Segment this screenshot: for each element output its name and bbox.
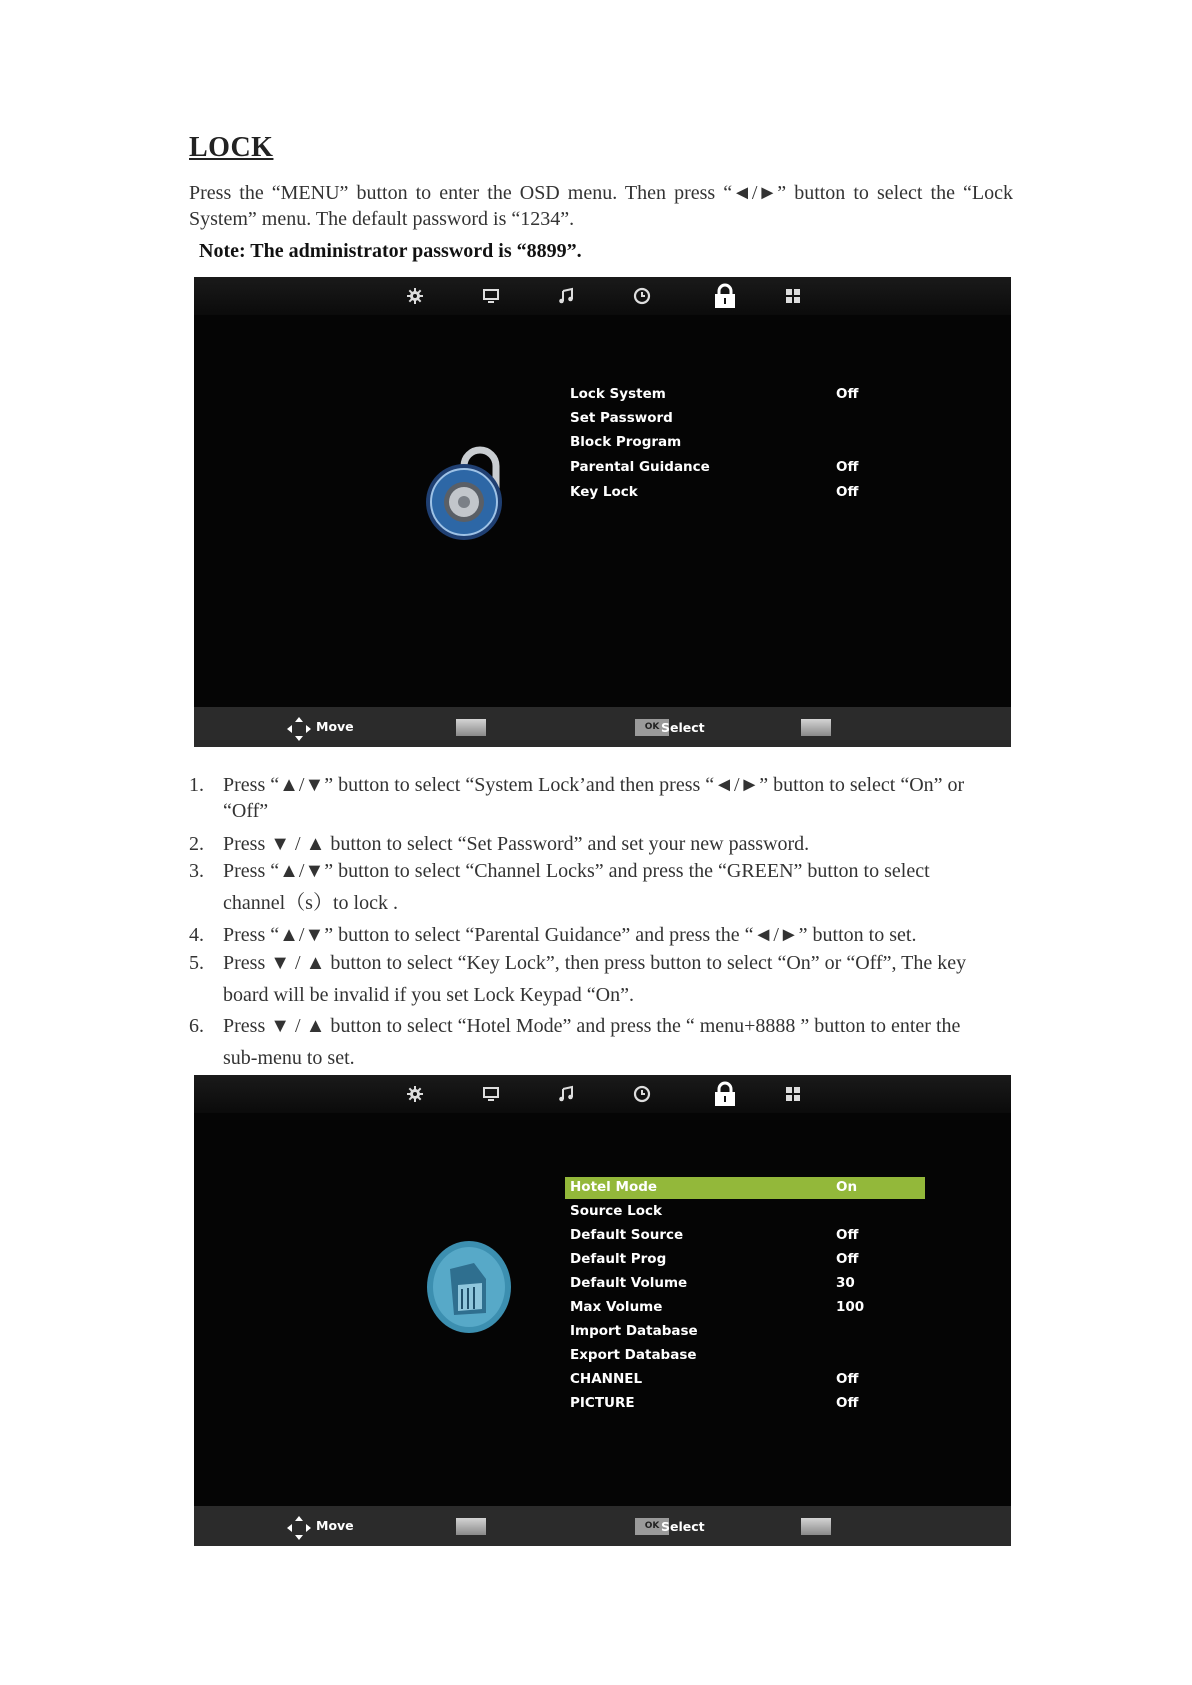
move-label: Move <box>316 719 354 734</box>
menu-row-label: Hotel Mode <box>570 1179 658 1195</box>
menu-row-value: Off <box>836 386 859 402</box>
menu-row-value: Off <box>836 459 859 475</box>
step-text: Press “▲/▼” button to select “System Lock’and then press “◄/►” button to select “On” or <box>223 774 965 796</box>
step-text: Press “▲/▼” button to select “Channel Locks” and press the “GREEN” button to select <box>223 860 930 882</box>
menu-row-channel[interactable] <box>570 1369 930 1391</box>
menu-row-label: Set Password <box>570 410 673 426</box>
ok-key-icon: OK <box>635 1518 669 1535</box>
menu-row-label: Key Lock <box>570 484 638 500</box>
menu-row-import-database[interactable] <box>570 1321 930 1343</box>
ok-key-icon: OK <box>635 719 669 736</box>
menu-row-value: Off <box>836 1251 859 1267</box>
gear-icon[interactable] <box>402 1081 428 1107</box>
gray-key-left[interactable] <box>456 719 486 736</box>
menu-row-set-password[interactable] <box>570 408 930 430</box>
grid-icon[interactable] <box>780 283 806 309</box>
menu-row-value: Off <box>836 484 859 500</box>
menu-row-lock-system[interactable] <box>570 384 930 406</box>
steps-list <box>189 772 1019 1072</box>
step-text-cont: channel（s）to lock . <box>223 892 398 914</box>
monitor-icon[interactable] <box>478 283 504 309</box>
menu-row-label: Lock System <box>570 386 666 402</box>
clock-icon[interactable] <box>629 283 655 309</box>
step-number: 6. <box>189 1015 204 1037</box>
menu-row-label: Export Database <box>570 1347 697 1363</box>
step-number: 3. <box>189 860 204 882</box>
step-text-cont: sub-menu to set. <box>223 1047 355 1069</box>
menu-row-value: Off <box>836 1227 859 1243</box>
lock-menu-screen <box>194 277 1011 747</box>
menu-row-value: 30 <box>836 1275 855 1291</box>
move-label: Move <box>316 1518 354 1533</box>
step-number: 4. <box>189 924 204 946</box>
menu-row-label: Import Database <box>570 1323 698 1339</box>
music-note-icon[interactable] <box>553 283 579 309</box>
step-text: Press ▼ / ▲ button to select “Hotel Mode” and press the “ menu+8888 ” button to enter the <box>223 1015 961 1037</box>
menu-row-label: Default Volume <box>570 1275 688 1291</box>
menu-row-label: Parental Guidance <box>570 459 710 475</box>
padlock-icon[interactable] <box>710 1079 740 1109</box>
direction-pad-icon <box>286 1515 312 1541</box>
menu-row-default-volume[interactable] <box>570 1273 930 1295</box>
menu-row-value: Off <box>836 1371 859 1387</box>
gray-key-right[interactable] <box>801 1518 831 1535</box>
menu-row-picture[interactable] <box>570 1393 930 1415</box>
gray-key-left[interactable] <box>456 1518 486 1535</box>
menu-row-default-source[interactable] <box>570 1225 930 1247</box>
combination-lock-icon <box>422 442 512 552</box>
monitor-icon[interactable] <box>478 1081 504 1107</box>
menu-row-label: Default Prog <box>570 1251 667 1267</box>
menu-footer <box>194 1506 1011 1546</box>
step-text-cont: “Off” <box>223 800 269 822</box>
menu-row-default-prog[interactable] <box>570 1249 930 1271</box>
hotel-menu-screen <box>194 1075 1011 1546</box>
step-number: 5. <box>189 952 204 974</box>
hotel-mode-icon <box>424 1239 514 1340</box>
menu-row-label: CHANNEL <box>570 1371 643 1387</box>
direction-pad-icon <box>286 716 312 742</box>
section-title: LOCK <box>189 132 274 163</box>
select-label: Select <box>661 1519 705 1534</box>
menu-row-label: Source Lock <box>570 1203 662 1219</box>
menu-row-value: Off <box>836 1395 859 1411</box>
menu-row-parental-guidance[interactable] <box>570 457 930 479</box>
music-note-icon[interactable] <box>553 1081 579 1107</box>
menu-row-hotel-mode[interactable] <box>565 1177 925 1199</box>
intro-paragraph: Press the “MENU” button to enter the OSD menu. Then press “◄/►” button to select the “Lock System” menu. The default password is “1234”. <box>189 182 1013 230</box>
step-text: Press ▼ / ▲ button to select “Set Password” and set your new password. <box>223 833 810 855</box>
menu-row-value: 100 <box>836 1299 865 1315</box>
grid-icon[interactable] <box>780 1081 806 1107</box>
step-number: 2. <box>189 833 204 855</box>
menu-footer <box>194 707 1011 747</box>
menu-row-value: On <box>836 1179 858 1195</box>
step-text: Press “▲/▼” button to select “Parental Guidance” and press the “◄/►” button to set. <box>223 924 917 946</box>
gray-key-right[interactable] <box>801 719 831 736</box>
menu-row-export-database[interactable] <box>570 1345 930 1367</box>
select-label: Select <box>661 720 705 735</box>
menu-tab-bar <box>194 1075 1011 1113</box>
gear-icon[interactable] <box>402 283 428 309</box>
menu-row-source-lock[interactable] <box>570 1201 930 1223</box>
menu-row-label: Default Source <box>570 1227 684 1243</box>
menu-row-block-program[interactable] <box>570 432 930 454</box>
padlock-icon[interactable] <box>710 281 740 311</box>
menu-row-label: PICTURE <box>570 1395 635 1411</box>
clock-icon[interactable] <box>629 1081 655 1107</box>
step-number: 1. <box>189 774 204 796</box>
menu-row-key-lock[interactable] <box>570 482 930 504</box>
menu-row-label: Block Program <box>570 434 682 450</box>
admin-password-note: Note: The administrator password is “8899”. <box>199 240 582 262</box>
menu-tab-bar <box>194 277 1011 315</box>
step-text: Press ▼ / ▲ button to select “Key Lock”, then press button to select “On” or “Off”, The key <box>223 952 967 974</box>
step-text-cont: board will be invalid if you set Lock Keypad “On”. <box>223 984 634 1006</box>
menu-row-max-volume[interactable] <box>570 1297 930 1319</box>
menu-row-label: Max Volume <box>570 1299 663 1315</box>
